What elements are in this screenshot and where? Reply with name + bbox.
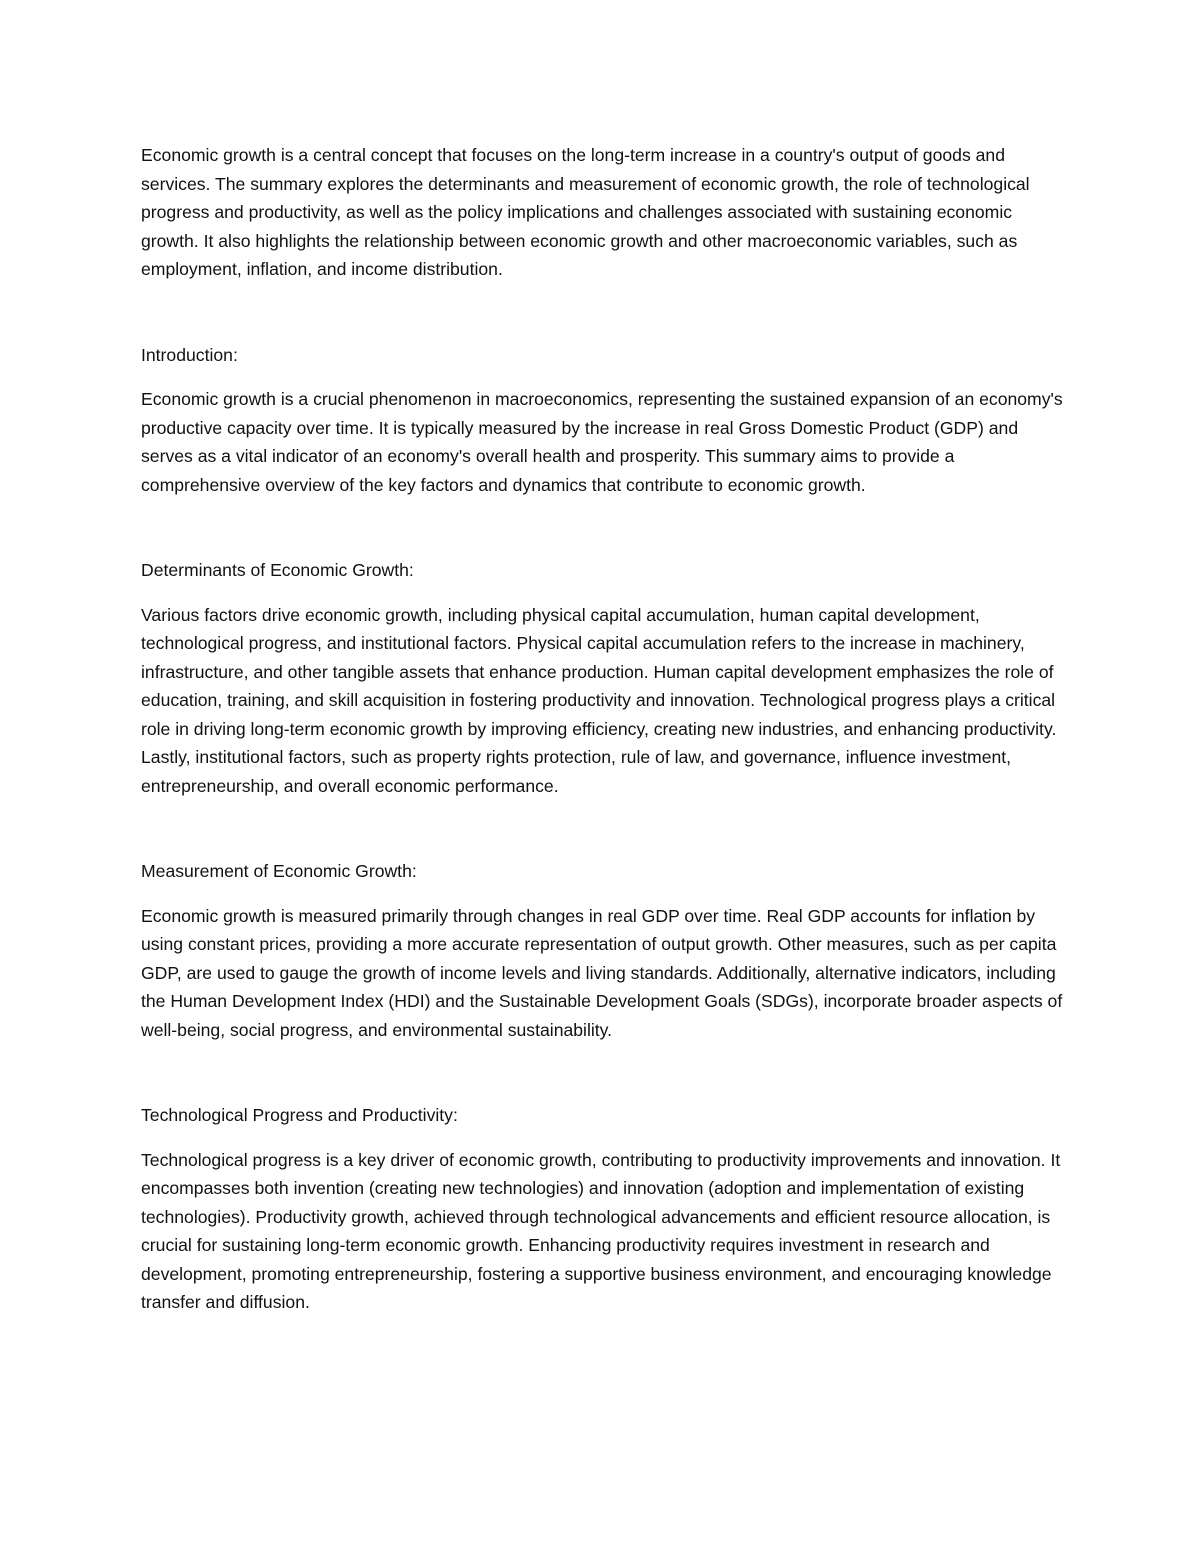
section-spacer [141, 499, 1066, 556]
paragraph-spacer [141, 1130, 1066, 1146]
section-heading-measurement: Measurement of Economic Growth: [141, 861, 417, 881]
section-body-measurement: Economic growth is measured primarily through changes in real GDP over time. Real GDP accounts for inflation by using constant prices, providing a more accurate representation of output growth. Other measures, such as per capita GDP, are used to gauge the growth of income levels and living standards. Additionally, alternative indicators, including the Human Development Index (HDI) and the Sustainable Development Goals (SDGs), incorporate broader aspects of well-being, social progress, and environmental sustainability. [141, 905, 1063, 1040]
paragraph-spacer [141, 369, 1066, 385]
section-heading-technology: Technological Progress and Productivity: [141, 1105, 458, 1125]
section-spacer [141, 1044, 1066, 1101]
document-body [141, 141, 1066, 1317]
section-body-technology: Technological progress is a key driver of economic growth, contributing to productivity improvements and innovation. It encompasses both invention (creating new technologies) and innovation (adoption and implementation of existing technologies). Productivity growth, achieved through technological advancements and efficient resource allocation, is crucial for sustaining long-term economic growth. Enhancing productivity requires investment in research and development, promoting entrepreneurship, fostering a supportive business environment, and encouraging knowledge transfer and diffusion. [141, 1149, 1061, 1312]
section-heading-determinants: Determinants of Economic Growth: [141, 560, 414, 580]
paragraph-spacer [141, 585, 1066, 601]
section-spacer [141, 800, 1066, 857]
section-spacer [141, 284, 1066, 341]
section-heading-introduction: Introduction: [141, 344, 238, 365]
section-body-determinants: Various factors drive economic growth, including physical capital accumulation, human capital development, technological progress, and institutional factors. Physical capital accumulation refers to the increase in machinery, infrastructure, and other tangible assets that enhance production. Human capital development emphasizes the role of education, training, and skill acquisition in fostering productivity and innovation. Technological progress plays a critical role in driving long-term economic growth by improving efficiency, creating new industries, and enhancing productivity. Lastly, institutional factors, such as property rights protection, rule of law, and governance, influence investment, entrepreneurship, and overall economic performance. [141, 604, 1057, 796]
paragraph-spacer [141, 886, 1066, 902]
section-body-introduction: Economic growth is a crucial phenomenon in macroeconomics, representing the sustained expansion of an economy's productive capacity over time. It is typically measured by the increase in real Gross Domestic Product (GDP) and serves as a vital indicator of an economy's overall health and prosperity. This summary aims to provide a comprehensive overview of the key factors and dynamics that contribute to economic growth. [141, 389, 1063, 495]
abstract-paragraph: Economic growth is a central concept that focuses on the long-term increase in a country's output of goods and services. The summary explores the determinants and measurement of economic growth, the role of technological progress and productivity, as well as the policy implications and challenges associated with sustaining economic growth. It also highlights the relationship between economic growth and other macroeconomic variables, such as employment, inflation, and income distribution. [141, 145, 1030, 279]
